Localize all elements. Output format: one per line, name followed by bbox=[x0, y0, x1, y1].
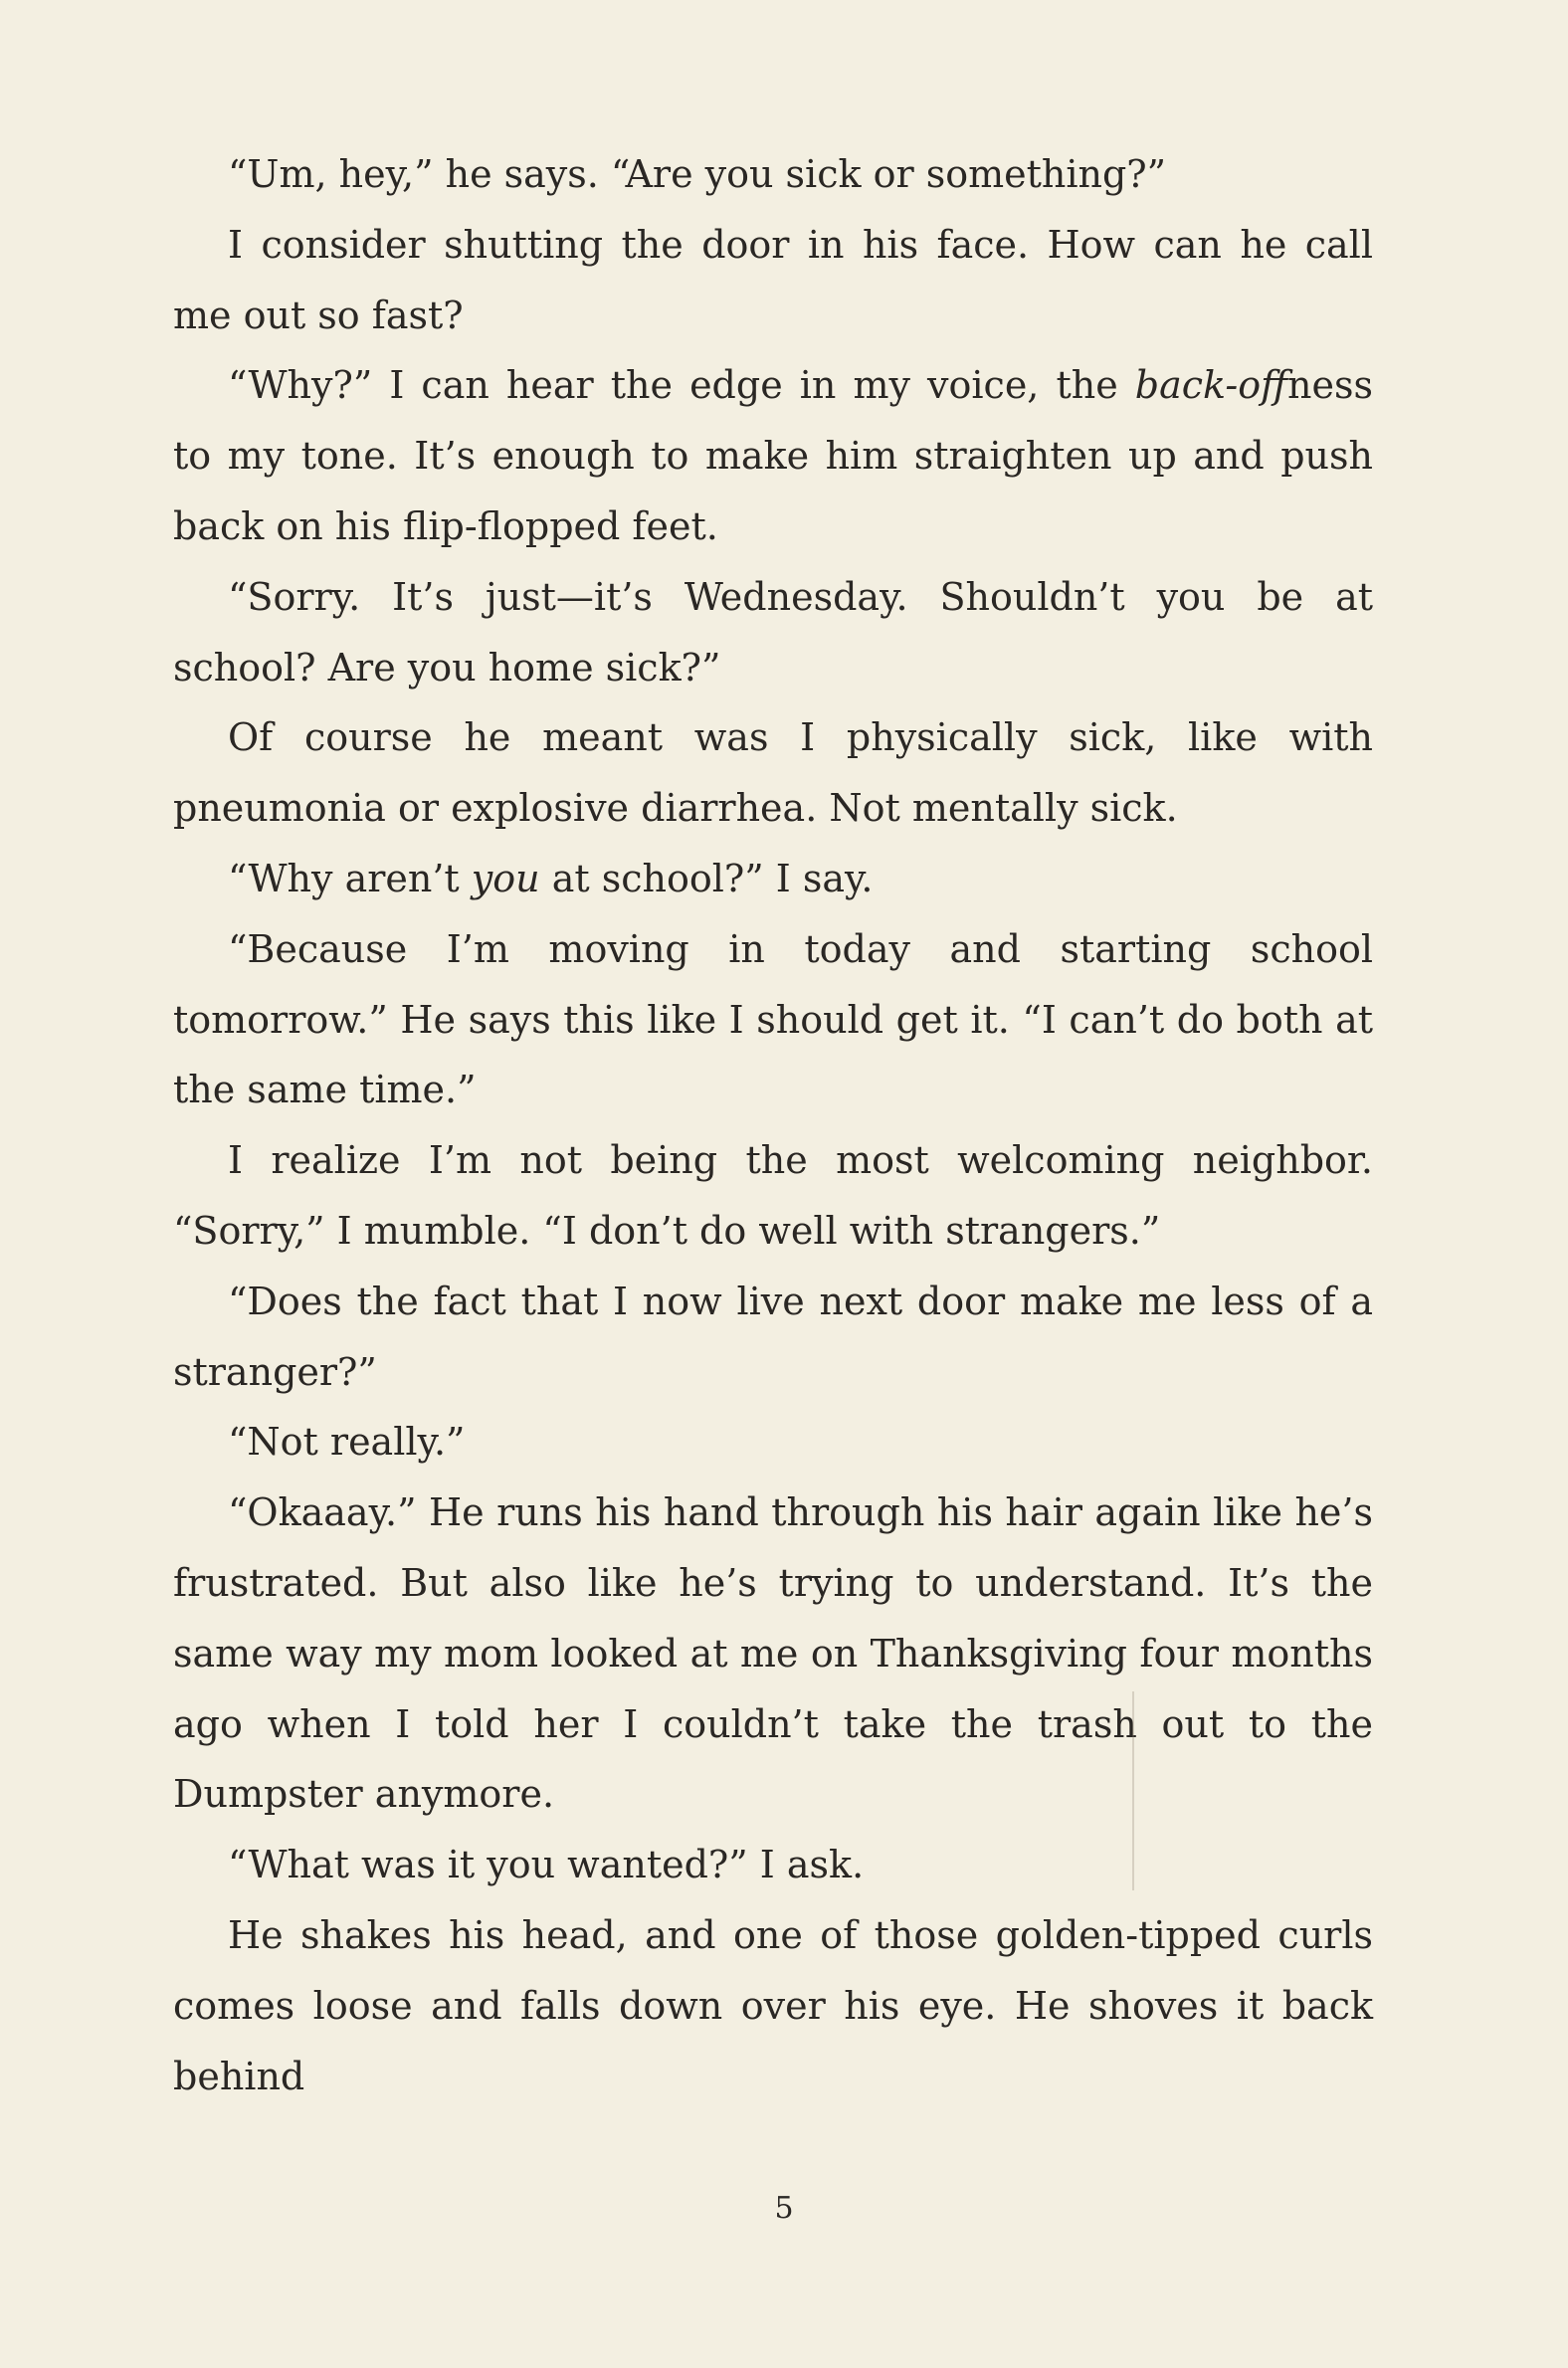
text-run: “Does the fact that I now live next door make me less of a stranger?” bbox=[173, 1279, 1373, 1394]
text-run: “Why?” I can hear the edge in my voice, the bbox=[228, 363, 1135, 408]
italic-text: you bbox=[471, 856, 540, 900]
italic-text: back-off bbox=[1134, 363, 1288, 408]
text-run: I consider shutting the door in his face. How can he call me out so fast? bbox=[173, 222, 1373, 337]
text-run: “Okaaay.” He runs his hand through his hair again like he’s frustrated. But also like he’s trying to understand. It’s the same way my mom looked at me on Thanksgiving four months ago when I told her I couldn’t take the trash out to the Dumpster anymore. bbox=[173, 1490, 1373, 1817]
text-run: “Not really.” bbox=[228, 1420, 466, 1465]
paragraph bbox=[173, 350, 1373, 561]
paragraph bbox=[173, 844, 1373, 914]
page-crease-mark bbox=[1132, 1691, 1134, 1890]
paragraph bbox=[173, 914, 1373, 1125]
paragraph bbox=[173, 1125, 1373, 1267]
text-run: “Why aren’t bbox=[228, 856, 472, 900]
text-run: I realize I’m not being the most welcoming neighbor. “Sorry,” I mumble. “I don’t do well with strangers.” bbox=[173, 1138, 1373, 1253]
text-run: “Sorry. It’s just—it’s Wednesday. Shouldn’t you be at school? Are you home sick?” bbox=[173, 574, 1373, 690]
paragraph bbox=[173, 139, 1373, 210]
page-number: 5 bbox=[774, 2191, 794, 2226]
paragraph bbox=[173, 702, 1373, 844]
paragraph bbox=[173, 210, 1373, 351]
text-run: “Because I’m moving in today and starting school tomorrow.” He says this like I should get it. “I can’t do both at the same time.” bbox=[173, 926, 1373, 1112]
paragraph bbox=[173, 1478, 1373, 1830]
paragraph bbox=[173, 562, 1373, 703]
text-run: ness to my tone. It’s enough to make him straighten up and push back on his flip-flopped feet. bbox=[173, 363, 1373, 548]
text-run: at school?” I say. bbox=[539, 856, 874, 900]
text-run: He shakes his head, and one of those golden-tipped curls comes loose and falls down over his eye. He shoves it back behind bbox=[173, 1912, 1373, 2098]
text-run: Of course he meant was I physically sick, like with pneumonia or explosive diarrhea. Not mentally sick. bbox=[173, 715, 1373, 831]
body-text bbox=[173, 139, 1373, 2111]
text-run: “Um, hey,” he says. “Are you sick or something?” bbox=[228, 152, 1167, 196]
paragraph bbox=[173, 1830, 1373, 1900]
text-run: “What was it you wanted?” I ask. bbox=[228, 1843, 865, 1887]
paragraph bbox=[173, 1267, 1373, 1408]
paragraph bbox=[173, 1900, 1373, 2111]
paragraph bbox=[173, 1407, 1373, 1478]
